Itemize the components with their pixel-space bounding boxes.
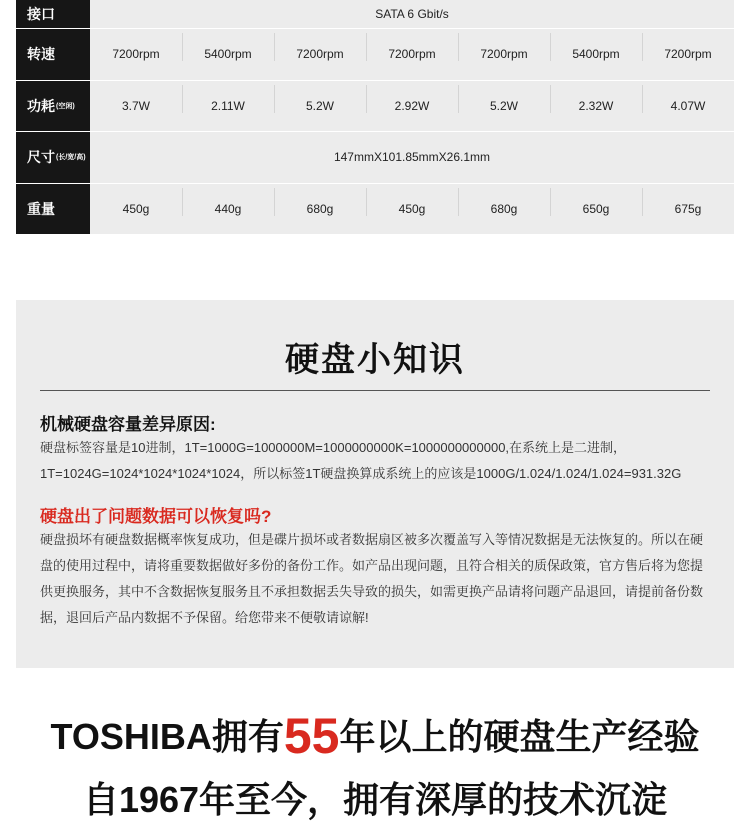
spec-cell: 7200rpm: [366, 47, 458, 61]
row-label-sub: (空闲): [56, 102, 75, 110]
slogan-suffix: 年以上的硬盘生产经验: [339, 716, 700, 757]
answer-text-recovery: 硬盘损坏有硬盘数据概率恢复成功，但是碟片损坏或者数据扇区被多次覆盖写入等情况数据是无法恢复的。所以在硬盘的使用过程中，请将重要数据做好多份的备份工作。如产品出现问题，且符合相关的质保政策，官方售后将为您提供更换服务，其中不含数据恢复服务且不承担数据丢失导致的损失，如需更换产品请将问题产品退回，请提前备份数据，退回后产品内数据不予保留。给您带来不便敬请谅解!: [40, 532, 704, 625]
spec-cell: 5.2W: [274, 99, 366, 113]
spec-cell: 5400rpm: [550, 47, 642, 61]
spec-cell: 450g: [122, 201, 150, 216]
spec-cell: 4.07W: [642, 99, 734, 113]
row-label: [16, 0, 90, 28]
spec-row-weight: [16, 184, 734, 236]
spec-cell: 3.7W: [121, 98, 150, 113]
row-label-text: 功耗: [27, 97, 55, 114]
divider: [40, 390, 710, 391]
row-label: [16, 29, 90, 80]
row-label: [16, 81, 90, 132]
row-label-text: 尺寸: [27, 149, 55, 166]
row-cells: [90, 184, 734, 235]
spec-cell: 675g: [642, 202, 734, 216]
spec-cell: 5.2W: [458, 99, 550, 113]
row-span-value: 147mmX101.85mmX26.1mm: [90, 132, 734, 183]
slogan-prefix: TOSHIBA拥有: [50, 716, 284, 757]
row-label: [16, 132, 90, 183]
row-cells: [90, 29, 734, 80]
question-heading-capacity: 机械硬盘容量差异原因:: [40, 415, 216, 434]
spec-row-power: [16, 81, 734, 133]
spec-cell: 7200rpm: [112, 47, 160, 62]
spec-cell: 2.92W: [366, 99, 458, 113]
spec-cell: 450g: [366, 202, 458, 216]
spec-row-rpm: [16, 29, 734, 81]
spec-table: [16, 0, 734, 235]
row-label-text: 重量: [27, 200, 55, 217]
question-heading-recovery: 硬盘出了问题数据可以恢复吗?: [40, 507, 272, 526]
slogan-line-2: 自1967年至今，拥有深厚的技术沉淀: [82, 779, 668, 820]
row-cells: [90, 81, 734, 132]
section-title: 硬盘小知识: [285, 341, 465, 379]
row-label-text: 转速: [27, 46, 55, 63]
spec-cell: 7200rpm: [274, 47, 366, 61]
slogan-line-1: [0, 707, 750, 765]
spec-cell: 7200rpm: [458, 47, 550, 61]
row-span-value: SATA 6 Gbit/s: [90, 0, 734, 28]
spec-row-interface: [16, 0, 734, 29]
row-label-text: 接口: [27, 6, 55, 22]
spec-cell: 2.11W: [182, 99, 274, 113]
spec-row-size: [16, 132, 734, 184]
spec-cell: 680g: [274, 202, 366, 216]
row-label-sub: (长/宽/高): [56, 154, 86, 162]
knowledge-section: [16, 300, 734, 668]
spec-cell: 5400rpm: [182, 47, 274, 61]
row-label: [16, 184, 90, 235]
spec-cell: 7200rpm: [642, 47, 734, 61]
slogan-number: 55: [283, 708, 340, 764]
spec-cell: 440g: [182, 202, 274, 216]
spec-cell: 680g: [458, 202, 550, 216]
answer-text-capacity: 硬盘标签容量是10进制，1T=1000G=1000000M=1000000000K=1000000000000,在系统上是二进制，1T=1024G=1024*1024*1024*1024，所以标签1T硬盘换算成系统上的应该是1000G/1.024/1.024/1.024=931.32G: [40, 440, 682, 481]
spec-cell: 650g: [550, 202, 642, 216]
spec-cell: 2.32W: [550, 99, 642, 113]
